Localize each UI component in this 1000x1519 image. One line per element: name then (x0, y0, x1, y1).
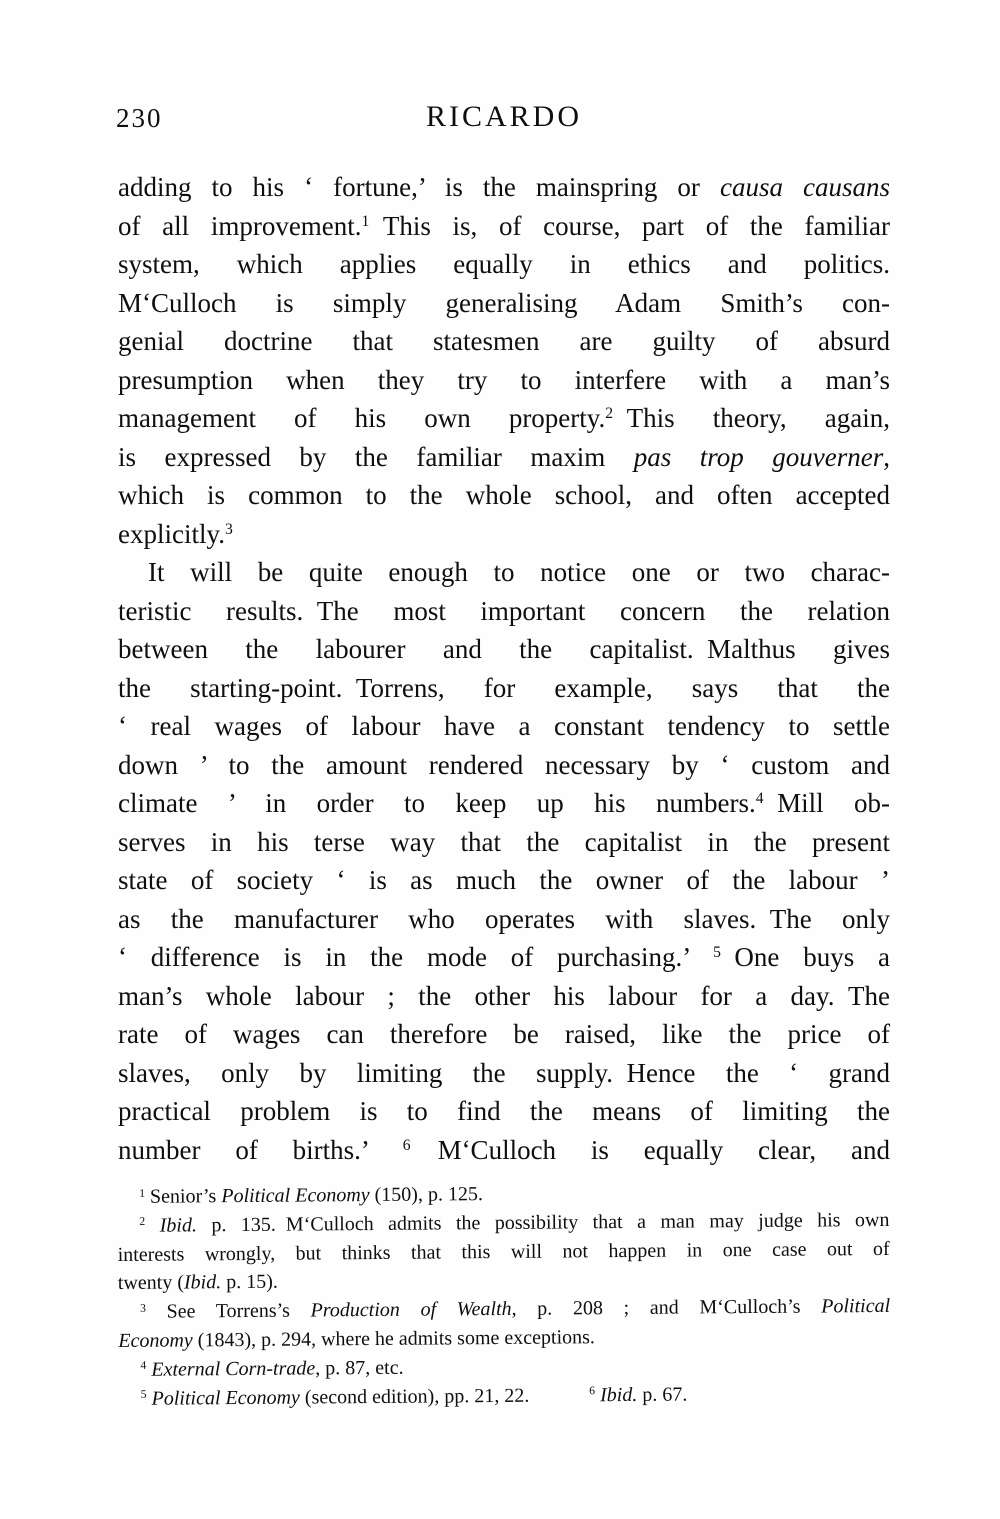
text-segment: (second edition), pp. 21, 22. (299, 1383, 590, 1409)
text-segment: Mill ob- (763, 788, 890, 818)
text-segment: serves in his terse way that the capitalist in the present (118, 826, 890, 857)
footnote-marker: 4 (140, 1359, 147, 1373)
italic-text: Economy (118, 1329, 193, 1352)
text-segment: This theory, again, (613, 403, 890, 433)
text-segment: slaves, only by limiting the supply. Hence the ‘ grand (118, 1057, 890, 1088)
footnote-marker: 3 (140, 1301, 146, 1315)
body-line (118, 592, 890, 631)
footnote-line (119, 1379, 891, 1414)
body-line (118, 900, 890, 939)
footnote-marker: 2 (605, 405, 614, 423)
text-segment: Senior’s (144, 1185, 222, 1208)
text-segment: number of births.’ (118, 1134, 403, 1165)
text-segment: climate ’ in order to keep up his numbers. (118, 788, 756, 818)
body-line (118, 784, 890, 823)
text-segment: p. 15). (221, 1271, 278, 1294)
body-line (118, 977, 890, 1016)
italic-text: Ibid. (183, 1271, 222, 1294)
body-line (118, 361, 890, 400)
body-line (118, 746, 890, 785)
text-segment: system, which applies equally in ethics and politics. (118, 249, 890, 279)
text-segment: which is common to the whole school, and often accepted (118, 480, 890, 510)
text-segment: of all improvement. (118, 210, 362, 241)
body-text (118, 168, 890, 1169)
body-line (118, 1054, 890, 1093)
italic-text: Production of Wealth (310, 1298, 512, 1322)
body-line (118, 515, 890, 554)
text-segment: M‘Culloch is simply generalising Adam Smith’s con- (118, 287, 890, 318)
text-segment: practical problem is to find the means of limiting the (118, 1096, 890, 1126)
text-segment: twenty ( (117, 1271, 185, 1295)
footnote-marker: 6 (589, 1384, 596, 1398)
footnote-marker: 5 (713, 944, 721, 962)
text-segment: between the labourer and the capitalist. Malthus gives (118, 634, 890, 664)
text-segment: This is, of course, part of the familiar (369, 210, 890, 241)
text-segment: (1843), p. 294, where he admits some exceptions. (192, 1326, 595, 1352)
footnote-marker: 2 (139, 1215, 146, 1229)
italic-text: Ibid. (159, 1214, 198, 1237)
text-segment: One buys a (720, 942, 890, 972)
body-line (118, 861, 890, 900)
body-line (118, 207, 890, 246)
italic-text: Political Economy (221, 1184, 370, 1208)
text-segment: presumption when they try to interfere with a man’s (118, 364, 890, 395)
text-segment: as the manufacturer who operates with slaves. The only (118, 903, 890, 934)
italic-text: Political (821, 1295, 891, 1318)
body-line (118, 399, 890, 438)
text-segment: p. 135. M‘Culloch admits the possibility that a man may judge his own (196, 1208, 890, 1237)
footnote-line (118, 1292, 890, 1327)
body-line (118, 284, 890, 323)
italic-text: causa causans (719, 172, 890, 202)
page-number: 230 (116, 103, 163, 133)
text-segment: , p. 208 ; and M‘Culloch’s (511, 1295, 822, 1321)
body-line (118, 553, 890, 592)
text-segment: adding to his ‘ fortune,’ is the mainspring or (118, 172, 720, 202)
body-line (118, 1092, 890, 1131)
text-segment: genial doctrine that statesmen are guilty of absurd (118, 326, 890, 356)
italic-text: External Corn-trade (151, 1357, 316, 1381)
footnote-marker: 1 (361, 212, 370, 230)
body-line (118, 168, 890, 207)
text-segment: down ’ to the amount rendered necessary by ‘ custom and (118, 749, 890, 780)
text-segment: interests wrongly, but thinks that this will not happen in one case out of (117, 1237, 890, 1266)
footnote-marker: 4 (755, 790, 764, 808)
text-segment: state of society ‘ is as much the owner of the labour ’ (118, 865, 890, 895)
text-segment: rate of wages can therefore be raised, like the price of (118, 1019, 890, 1049)
footnote-marker: 3 (224, 520, 233, 538)
body-line (118, 322, 890, 361)
text-segment: the starting-point. Torrens, for example, says that the (118, 672, 890, 703)
footnote-marker: 5 (140, 1387, 147, 1402)
text-segment: is expressed by the familiar maxim (118, 441, 634, 472)
footnotes (117, 1177, 891, 1413)
text-segment: , p. 87, etc. (315, 1356, 404, 1380)
footnote-marker: 1 (139, 1186, 146, 1200)
body-line (118, 823, 890, 862)
text-segment: M‘Culloch is equally clear, and (410, 1134, 890, 1165)
body-line (118, 438, 890, 477)
text-segment: explicitly. (118, 518, 225, 549)
text-segment: (150), p. 125. (369, 1183, 484, 1207)
footnote-marker: 6 (402, 1136, 411, 1154)
text-segment: management of his own property. (118, 403, 606, 433)
italic-text: Ibid. (599, 1383, 638, 1406)
text-segment: p. 67. (637, 1383, 688, 1406)
text-segment: See Torrens’s (145, 1299, 311, 1323)
body-line (118, 707, 890, 746)
text-segment: man’s whole labour ; the other his labour for a day. The (118, 980, 890, 1011)
text-segment: ‘ real wages of labour have a constant tendency to settle (118, 711, 890, 741)
text-segment: teristic results. The most important concern the relation (118, 595, 890, 626)
text-segment (145, 1214, 160, 1236)
body-line (118, 1015, 890, 1054)
text-segment: It will be quite enough to notice one or two charac- (148, 557, 890, 587)
italic-text: Political Economy (151, 1386, 300, 1410)
body-line (118, 669, 890, 708)
body-line (118, 938, 890, 977)
text-segment: , (883, 441, 890, 472)
italic-text: pas trop gouverner (633, 441, 884, 472)
body-line (118, 630, 890, 669)
body-line (118, 1131, 890, 1170)
body-line (118, 245, 890, 284)
running-head: RICARDO (425, 100, 582, 133)
text-segment: ‘ difference is in the mode of purchasing.’ (118, 942, 714, 972)
body-line (118, 476, 890, 515)
